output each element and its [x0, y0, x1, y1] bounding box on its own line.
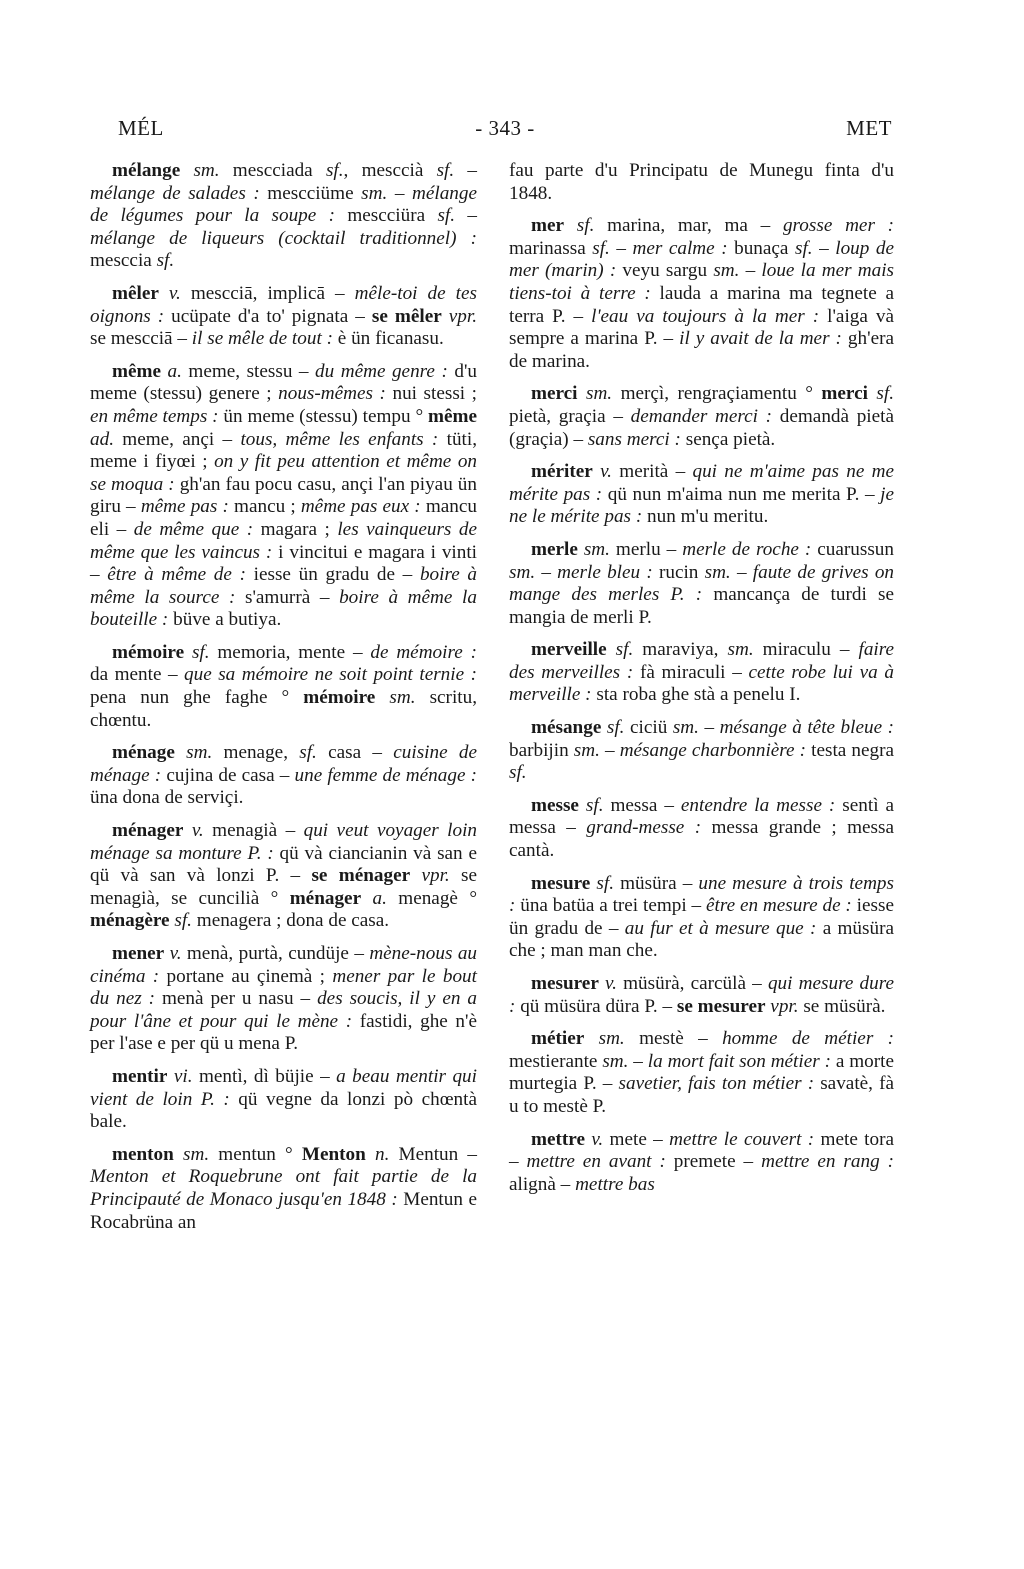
french-phrase: mettre en avant :: [526, 1151, 666, 1173]
dictionary-entry: [509, 383, 894, 451]
headword: se mesurer: [676, 995, 766, 1017]
translation-text: lauda a marina ma tegnete a terra P. –: [509, 282, 894, 327]
french-phrase: a beau mentir qui vient de loin P. :: [90, 1065, 477, 1110]
french-phrase: tous, même les enfants :: [240, 428, 439, 450]
headword: menton: [112, 1143, 174, 1165]
french-phrase: savetier, fais ton métier :: [618, 1073, 815, 1095]
dictionary-entry: [509, 973, 894, 1018]
dictionary-entry: [509, 215, 894, 373]
french-phrase: au fur et à mesure que :: [624, 917, 817, 939]
dictionary-entry: [509, 639, 894, 707]
headword: mener: [112, 943, 165, 964]
translation-text: [564, 215, 577, 236]
grammar-label: sf.: [436, 160, 455, 181]
grammar-label: sm.: [573, 739, 600, 761]
grammar-label: vpr.: [448, 305, 478, 327]
grammar-label: vi.: [173, 1065, 193, 1087]
french-phrase: sans merci :: [587, 428, 681, 450]
headword: mériter: [531, 461, 593, 483]
french-phrase: être à même de :: [107, 564, 246, 586]
translation-text: merlu –: [609, 538, 683, 560]
headword: merle: [531, 538, 578, 560]
french-phrase: même pas :: [140, 496, 229, 518]
translation-text: mete tora –: [509, 1128, 894, 1173]
french-phrase: une mesure à trois temps :: [509, 872, 894, 917]
grammar-label: sf.: [437, 205, 456, 227]
translation-text: meme, ançi –: [113, 428, 241, 450]
translation-text: –: [455, 205, 478, 227]
french-phrase: merle de roche :: [682, 538, 812, 560]
headword: Menton: [301, 1143, 366, 1165]
translation-text: marina, mar, ma –: [594, 215, 783, 237]
grammar-label: v.: [168, 282, 181, 304]
translation-text: ün meme (stessu) tempu °: [218, 405, 428, 427]
french-phrase: loup de mer (marin) :: [509, 237, 894, 282]
french-phrase: on y fit peu attention et même on se moqua :: [90, 451, 478, 495]
translation-text: [442, 306, 449, 327]
grammar-label: sm.: [713, 260, 740, 282]
translation-text: mescciā, implicā –: [180, 282, 355, 304]
translation-text: pietà, graçia –: [509, 405, 631, 427]
translation-text: fà miraculi –: [633, 661, 749, 683]
translation-text: menà, purtà, cundüje –: [181, 943, 370, 964]
translation-text: ciciü: [624, 717, 673, 739]
grammar-label: ad.: [90, 428, 114, 450]
translation-text: magara ;: [253, 518, 338, 540]
french-phrase: mélange de légumes pour la soupe :: [90, 182, 477, 227]
translation-text: merità –: [611, 461, 693, 483]
french-phrase: grand-messe :: [586, 817, 702, 839]
french-phrase: de mémoire :: [370, 641, 477, 663]
grammar-label: sf.: [325, 160, 344, 181]
headword: mésange: [531, 717, 602, 739]
french-phrase: il y avait de la mer :: [679, 328, 842, 350]
translation-text: [175, 742, 186, 763]
grammar-label: v.: [591, 1128, 604, 1150]
headword: messe: [531, 794, 579, 816]
grammar-label: v.: [600, 461, 612, 483]
translation-text: –: [609, 237, 633, 259]
translation-text: se mescciā –: [90, 328, 192, 350]
translation-text: mescciüme: [259, 182, 362, 204]
translation-text: i vincitui e magara i vinti –: [90, 541, 478, 586]
french-phrase: mésange charbonnière :: [619, 739, 807, 761]
dictionary-entry: [509, 873, 894, 963]
french-phrase: mettre en rang :: [761, 1151, 895, 1173]
translation-text: merçì, rengraçiamentu °: [612, 383, 822, 405]
grammar-label: sm.: [583, 538, 610, 560]
translation-text: s'amurrà –: [235, 586, 340, 608]
grammar-label: sm.: [361, 182, 388, 204]
translation-text: –: [812, 237, 836, 259]
grammar-label: sm.: [389, 687, 416, 709]
translation-text: [607, 639, 616, 660]
headword: merci: [821, 383, 868, 405]
french-phrase: mettre bas: [575, 1173, 655, 1195]
headword: ménage: [112, 742, 175, 764]
french-phrase: les vainqueurs de même que les vaincus :: [90, 518, 477, 563]
translation-text: è ün ficanasu.: [332, 328, 444, 350]
translation-text: –: [387, 182, 412, 204]
dictionary-entry: [90, 160, 477, 273]
headword: merveille: [531, 639, 607, 661]
translation-text: miraculu –: [753, 639, 859, 661]
left-guide-word: MÉL: [118, 116, 164, 140]
headword: merci: [531, 383, 578, 405]
translation-text: marinassa: [509, 237, 593, 259]
grammar-label: vpr.: [421, 865, 450, 887]
headword: mettre: [531, 1128, 585, 1150]
translation-text: sença pietà.: [680, 428, 776, 450]
translation-text: qü vegne da lonzi pò chœntà bale.: [90, 1088, 477, 1133]
headword: ménager: [289, 887, 362, 909]
french-phrase: faute de grives on mange des merles P. :: [509, 561, 895, 606]
french-phrase: qui veut voyager loin ménage sa monture P. :: [90, 820, 478, 864]
translation-text: nun m'u meritu.: [642, 506, 769, 528]
translation-text: [361, 888, 372, 909]
dictionary-entry: [509, 160, 894, 205]
dictionary-entry: [509, 539, 894, 629]
translation-text: sta roba ghe stà a penelu I.: [591, 684, 801, 706]
grammar-label: sm.: [193, 160, 220, 181]
translation-text: menà per u nasu –: [155, 988, 318, 1010]
translation-text: –: [628, 1050, 648, 1072]
translation-text: üna dona de serviçi.: [90, 787, 244, 809]
translation-text: –: [730, 561, 753, 583]
french-phrase: même pas eux :: [300, 496, 421, 518]
dictionary-entry: [509, 795, 894, 863]
french-phrase: être en mesure de :: [705, 895, 852, 917]
dictionary-entry: [90, 1066, 477, 1134]
grammar-label: v.: [605, 973, 617, 994]
translation-text: mancu ;: [228, 496, 301, 518]
translation-text: üna batüa a trei tempi –: [515, 895, 706, 917]
translation-text: savatè, fà u to mestè P.: [509, 1073, 894, 1117]
translation-text: [375, 687, 389, 708]
page-number: - 343 -: [475, 116, 535, 140]
french-phrase: Menton et Roquebrune ont fait partie de la Principauté de Monaco jusqu'en 1848 :: [90, 1166, 477, 1210]
dictionary-entry: [90, 361, 477, 632]
translation-text: Mentun e Rocabrüna an: [90, 1188, 477, 1233]
translation-text: scritu, chœntu.: [90, 687, 477, 731]
grammar-label: sf.: [174, 910, 192, 932]
french-phrase: merle bleu :: [557, 561, 653, 583]
grammar-label: sm.: [727, 639, 754, 661]
translation-text: [184, 642, 192, 663]
headword: mesure: [531, 872, 591, 894]
french-phrase: grosse mer :: [782, 215, 895, 237]
grammar-label: sm.: [598, 1028, 625, 1050]
translation-text: cujina de casa –: [161, 764, 295, 786]
translation-text: [183, 820, 191, 841]
french-phrase: mener par le bout du nez :: [90, 965, 477, 1010]
translation-text: sentì a messa –: [509, 794, 894, 839]
translation-text: gh'era de marina.: [509, 328, 894, 372]
translation-text: [578, 383, 586, 404]
french-phrase: mène-nous au cinéma :: [90, 943, 478, 987]
dictionary-entry: [90, 742, 477, 810]
headword: se mêler: [371, 305, 442, 327]
grammar-label: sf.: [299, 742, 317, 764]
translation-text: mentun °: [209, 1143, 302, 1165]
headword: mémoire: [112, 641, 185, 663]
french-phrase: demander merci :: [630, 405, 773, 427]
headword: ménagère: [90, 910, 170, 932]
french-phrase: mer calme :: [632, 237, 728, 259]
translation-text: pena nun ghe faghe °: [90, 687, 304, 709]
translation-text: mancu eli –: [90, 496, 477, 540]
grammar-label: sm.: [585, 383, 613, 405]
dictionary-entry: [509, 461, 894, 529]
grammar-label: sm.: [509, 561, 536, 583]
grammar-label: sf.: [876, 383, 894, 405]
translation-text: maraviya,: [633, 639, 728, 661]
grammar-label: sf.: [592, 237, 610, 259]
headword: mentir: [112, 1065, 168, 1087]
translation-text: barbijin: [509, 739, 574, 761]
left-column: [90, 160, 477, 1244]
headword: mélange: [112, 160, 181, 181]
french-phrase: boire à même la bouteille :: [90, 586, 477, 631]
translation-text: –: [698, 717, 720, 739]
dictionary-entry: [509, 717, 894, 785]
translation-text: [579, 795, 586, 816]
french-phrase: que sa mémoire ne soit point ternie :: [184, 664, 477, 686]
french-phrase: qui ne m'aime pas ne me mérite pas :: [509, 461, 895, 505]
french-phrase: une femme de ménage :: [294, 764, 478, 786]
french-phrase: il se mêle de tout :: [191, 328, 333, 350]
translation-text: [366, 1144, 375, 1165]
grammar-label: sf.: [615, 639, 634, 661]
dictionary-entry: [509, 1028, 894, 1118]
translation-text: d'u meme (stessu) genere ;: [90, 360, 477, 405]
translation-text: bunaça: [727, 237, 795, 259]
translation-text: [584, 1028, 598, 1049]
translation-text: menagera ; dona de casa.: [191, 910, 390, 932]
grammar-label: sm.: [602, 1050, 629, 1072]
french-phrase: l'eau va toujours à la mer :: [591, 305, 820, 327]
french-phrase: qui mesure dure :: [509, 973, 894, 1017]
translation-text: a morte murtegia P. –: [509, 1050, 895, 1095]
translation-text: menagè °: [386, 887, 477, 909]
translation-text: rucin: [652, 561, 705, 583]
translation-text: messa –: [603, 794, 681, 816]
french-phrase: la mort fait son métier :: [647, 1050, 831, 1072]
translation-text: müsürà, carcülà –: [616, 973, 768, 994]
french-phrase: loue la mer mais tiens-toi à terre :: [509, 260, 895, 304]
translation-text: demandà pietà (graçia) –: [509, 405, 894, 450]
headword: mêler: [112, 282, 159, 304]
translation-text: mentì, dì büjie –: [192, 1065, 337, 1087]
french-phrase: en même temps :: [90, 405, 219, 427]
headword: ménager: [112, 820, 184, 842]
right-column: [509, 160, 894, 1206]
headword: se ménager: [311, 865, 411, 887]
dictionary-entry: [90, 1144, 477, 1234]
translation-text: veyu sargu: [616, 260, 714, 282]
translation-text: iesse ün gradu de –: [509, 895, 894, 939]
translation-text: mescciüra: [335, 205, 438, 227]
translation-text: [180, 160, 193, 181]
grammar-label: v.: [191, 820, 204, 842]
translation-text: memoria, mente –: [209, 641, 371, 663]
translation-text: , mesccià: [343, 160, 437, 181]
translation-text: mete –: [603, 1128, 670, 1150]
translation-text: nui stessi ;: [385, 383, 477, 405]
translation-text: mestierante: [509, 1050, 603, 1072]
french-phrase: je ne le mérite pas :: [509, 483, 894, 528]
grammar-label: sm.: [186, 742, 213, 764]
headword: mesurer: [531, 973, 599, 994]
right-guide-word: MET: [846, 116, 892, 140]
translation-text: –: [454, 160, 478, 181]
translation-text: alignà –: [509, 1173, 576, 1195]
headword: mémoire: [303, 687, 376, 709]
dictionary-entry: [509, 1129, 894, 1197]
grammar-label: sf.: [585, 794, 604, 816]
french-phrase: boire à même la source :: [90, 564, 478, 608]
grammar-label: sf.: [576, 215, 595, 237]
translation-text: –: [739, 260, 762, 282]
translation-text: büve a butiya.: [168, 609, 282, 631]
french-phrase: entendre la messe :: [680, 794, 836, 816]
translation-text: [593, 461, 600, 482]
grammar-label: sf.: [606, 717, 625, 739]
translation-text: casa –: [316, 742, 394, 764]
french-phrase: mélange de salades :: [90, 182, 260, 204]
french-phrase: de même que :: [133, 518, 254, 540]
grammar-label: sf.: [156, 250, 175, 272]
grammar-label: sf.: [191, 641, 210, 663]
translation-text: [410, 865, 421, 886]
translation-text: Mentun –: [389, 1143, 477, 1165]
grammar-label: v.: [169, 943, 182, 964]
headword: mer: [531, 215, 565, 237]
french-phrase: cuisine de ménage :: [90, 742, 477, 786]
grammar-label: sf.: [509, 762, 527, 784]
translation-text: –: [599, 739, 620, 761]
dictionary-entry: [90, 943, 477, 1056]
translation-text: mescciada: [219, 160, 326, 181]
translation-text: se menagià, se cuncilià °: [90, 865, 477, 909]
french-phrase: mettre le couvert :: [669, 1128, 815, 1150]
translation-text: gh'an fau pocu casu, ançi l'an piyau ün giru –: [90, 473, 477, 518]
headword: métier: [531, 1028, 585, 1050]
translation-text: da mente –: [90, 664, 185, 686]
running-header: [118, 116, 892, 148]
translation-text: [174, 1144, 183, 1165]
dictionary-entry: [90, 642, 477, 732]
french-phrase: nous-mêmes :: [278, 383, 386, 405]
translation-text: ucüpate d'a to' pignata –: [164, 305, 372, 327]
translation-text: menagià –: [203, 820, 304, 842]
grammar-label: a.: [372, 887, 387, 909]
translation-text: menage,: [212, 742, 300, 764]
dictionary-entry: [90, 820, 477, 933]
translation-text: qü nun m'aima nun me merita P. –: [602, 483, 881, 505]
french-phrase: mélange de liqueurs (cocktail traditionnel) :: [90, 227, 477, 249]
grammar-label: vpr.: [770, 995, 799, 1017]
translation-text: qü và ciancianin và san e qü và san và lonzi P. –: [90, 842, 477, 887]
grammar-label: a.: [167, 360, 182, 382]
translation-text: testa negra: [806, 739, 895, 761]
translation-text: tüti, meme i fiyœi ;: [90, 428, 477, 473]
headword: même: [112, 360, 161, 382]
french-phrase: mésange à tête bleue :: [719, 717, 895, 739]
translation-text: meme, stessu –: [181, 360, 316, 382]
french-phrase: homme de métier :: [722, 1028, 895, 1050]
translation-text: l'aiga và sempre a marina P. –: [509, 305, 895, 350]
translation-text: müsüra –: [614, 872, 699, 894]
translation-text: iesse ün gradu de –: [245, 564, 420, 586]
translation-text: a müsüra che ; man man che.: [509, 917, 894, 962]
dictionary-entry: [90, 283, 477, 351]
grammar-label: sm.: [672, 717, 699, 739]
translation-text: –: [535, 561, 558, 583]
translation-text: qü müsüra düra P. –: [515, 995, 677, 1017]
translation-text: mestè –: [624, 1028, 723, 1050]
grammar-label: sm.: [704, 561, 731, 583]
translation-text: mancança de turdi se mangia de merli P.: [509, 584, 894, 628]
translation-text: fastidi, ghe n'è per l'ase e per qü u mena P.: [90, 1010, 477, 1055]
translation-text: mesccia: [90, 250, 157, 272]
french-phrase: mêle-toi de tes oignons :: [90, 282, 477, 327]
translation-text: cuarussun: [811, 538, 894, 560]
french-phrase: faire des merveilles :: [509, 639, 895, 683]
translation-text: messa grande ; messa cantà.: [509, 817, 894, 862]
translation-text: portane au çinemà ;: [159, 965, 333, 987]
translation-text: fau parte d'u Principatu de Munegu finta d'u 1848.: [509, 160, 894, 204]
translation-text: premete –: [665, 1151, 762, 1173]
grammar-label: sm.: [183, 1143, 210, 1165]
grammar-label: sf.: [794, 237, 813, 259]
french-phrase: des soucis, il y en a pour l'âne et pour qui le mène :: [90, 988, 477, 1032]
grammar-label: sf.: [596, 872, 615, 894]
headword: même: [428, 405, 477, 427]
translation-text: se müsürà.: [798, 995, 886, 1017]
french-phrase: du même genre :: [315, 360, 448, 382]
translation-text: [159, 283, 169, 304]
french-phrase: cette robe lui va à merveille :: [509, 661, 894, 706]
grammar-label: n.: [374, 1143, 390, 1165]
